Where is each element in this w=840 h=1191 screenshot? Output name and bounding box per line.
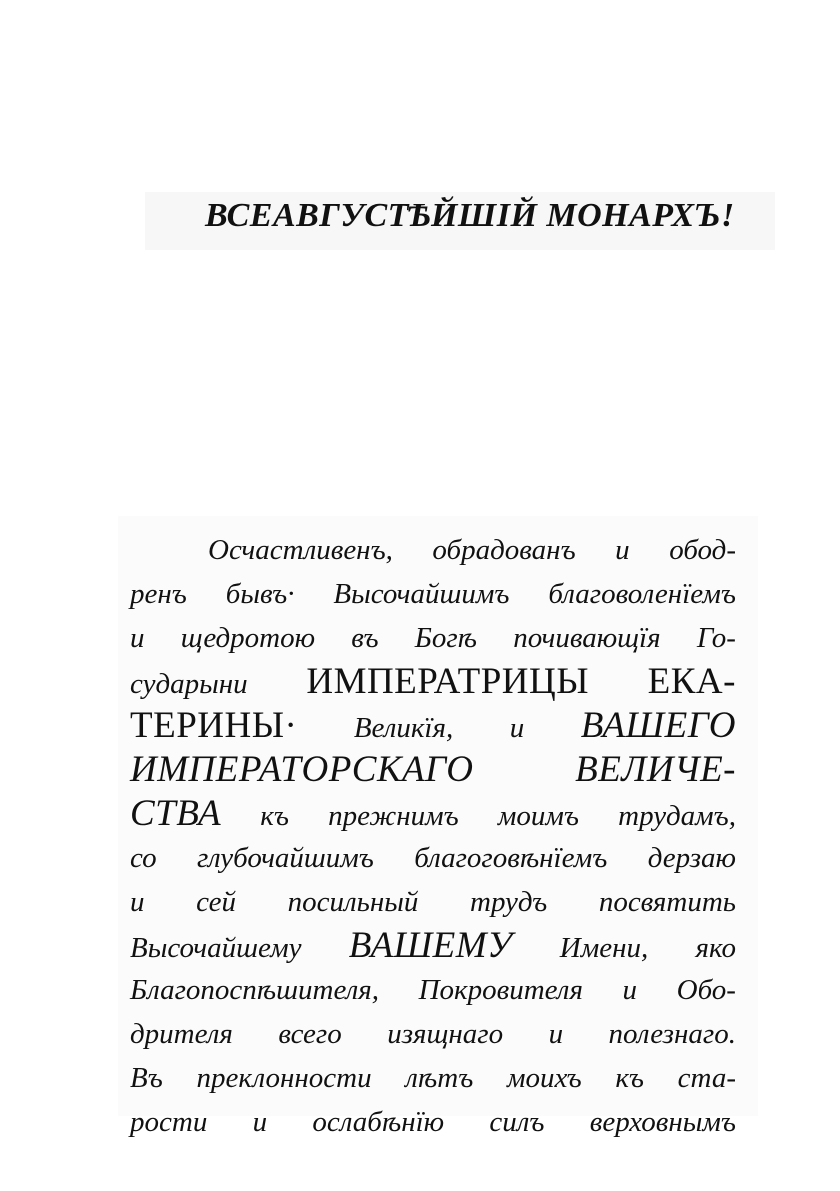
word: Въ [130, 1062, 163, 1094]
text-line [130, 748, 736, 792]
text-line [130, 836, 736, 880]
word: и [509, 712, 525, 744]
text-line [130, 924, 736, 968]
word: ИМПЕРАТРИЦЫ [306, 661, 589, 702]
word: со [130, 842, 157, 874]
word: обод- [669, 534, 736, 566]
word: и [548, 1018, 564, 1050]
word: ТЕРИНЫ· [130, 705, 298, 746]
word: Имени, [559, 932, 649, 964]
word: сей [196, 886, 236, 918]
word: ВАШЕГО [580, 705, 736, 746]
text-line [130, 704, 736, 748]
word: къ [615, 1062, 644, 1094]
word: дерзаю [647, 842, 736, 874]
word: преклонности [196, 1062, 372, 1094]
word: ЕКА- [647, 661, 736, 702]
word: посвятить [598, 886, 736, 918]
word: СТВА [130, 793, 222, 834]
text-line [130, 792, 736, 836]
word: изящнаго [387, 1018, 504, 1050]
text-line [130, 528, 736, 572]
word: дрителя [130, 1018, 233, 1050]
word: и [130, 622, 145, 654]
text-line [130, 1012, 736, 1056]
word: Обо- [676, 974, 736, 1006]
dedication-body [130, 528, 736, 1144]
text-line [130, 616, 736, 660]
word: и [252, 1106, 268, 1138]
word: бывъ· [225, 578, 295, 610]
dedication-heading: ВСЕАВГУСТѢЙШІЙ МОНАРХЪ! [205, 197, 735, 234]
word: Покровителя [418, 974, 583, 1006]
word: глубочайшимъ [197, 842, 374, 874]
word: и [615, 534, 630, 566]
word: Высочайшимъ [333, 578, 510, 610]
word: трудъ [470, 886, 548, 918]
text-line [130, 572, 736, 616]
word: благоговѣнїемъ [414, 842, 608, 874]
word: ВАШЕМУ [348, 925, 513, 966]
word: сударыни [130, 668, 248, 700]
word: верховнымъ [589, 1106, 736, 1138]
word: Великїя, [353, 712, 454, 744]
word: моимъ [497, 800, 579, 832]
word: благоволенїемъ [548, 578, 736, 610]
text-line [130, 1056, 736, 1100]
word: щедротою [180, 622, 316, 654]
word: яко [695, 932, 736, 964]
word: Высочайшему [130, 932, 302, 964]
word: моихъ [506, 1062, 582, 1094]
word: Осчастливенъ, [208, 534, 393, 566]
word: и [622, 974, 638, 1006]
word: обрадованъ [432, 534, 576, 566]
word: къ [260, 800, 289, 832]
word: ста- [677, 1062, 736, 1094]
word: рости [130, 1106, 208, 1138]
word: всего [278, 1018, 342, 1050]
word: въ [351, 622, 379, 654]
word: ослабѣнїю [312, 1106, 445, 1138]
word: силъ [489, 1106, 545, 1138]
word: прежнимъ [328, 800, 459, 832]
word: лѣтъ [405, 1062, 474, 1094]
word: и [130, 886, 145, 918]
word: ВЕЛИЧЕ- [575, 749, 736, 790]
word: посильный [287, 886, 419, 918]
word: трудамъ, [618, 800, 736, 832]
text-line [130, 880, 736, 924]
text-line [130, 1100, 736, 1144]
text-line [130, 968, 736, 1012]
word: ИМПЕРАТОРСКАГО [130, 749, 474, 790]
word: Благопоспѣшителя, [130, 974, 379, 1006]
word: почивающїя [513, 622, 661, 654]
word: полезнаго. [608, 1018, 736, 1050]
word: Богѣ [414, 622, 478, 654]
word: Го- [696, 622, 736, 654]
text-line [130, 660, 736, 704]
word: ренъ [130, 578, 187, 610]
